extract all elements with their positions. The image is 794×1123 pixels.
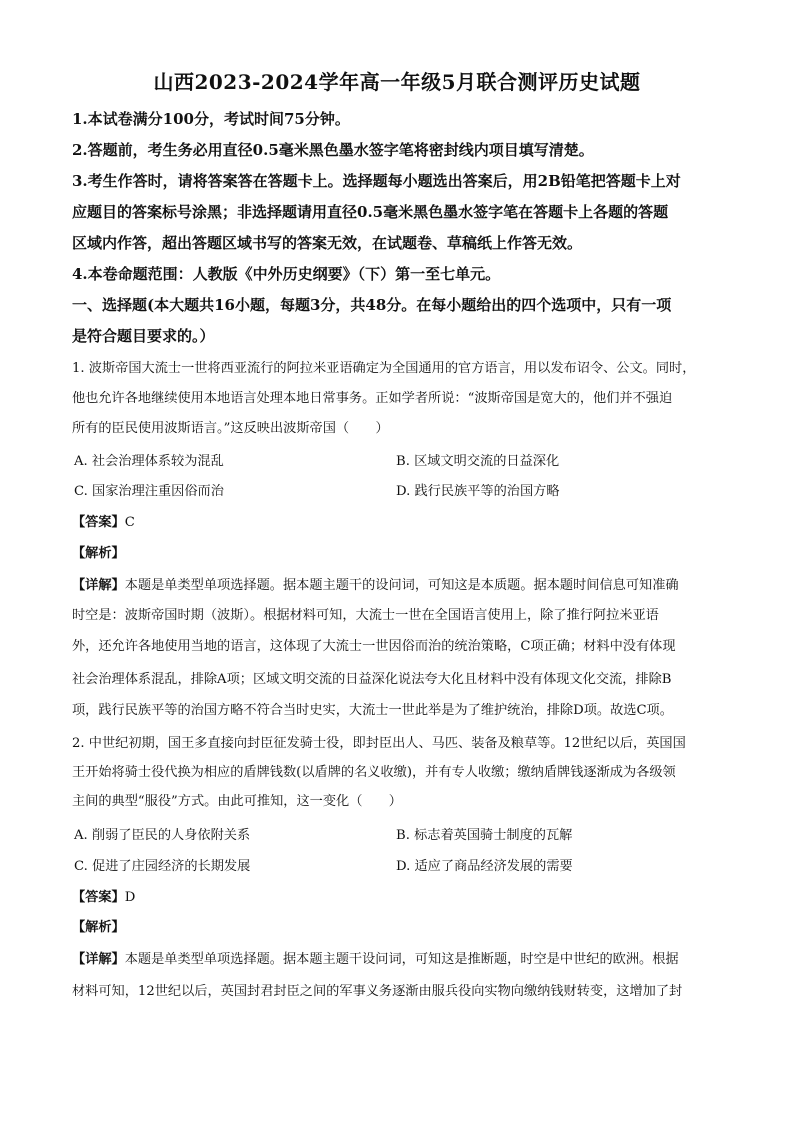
question-stem-line: 主间的典型“服役”方式。由此可推知，这一变化（ ） <box>72 794 402 809</box>
detail-text: 本题是单类型单项选择题。据本题主题干设问词，可知这是推断题，时空是中世纪的欧洲。根据 <box>124 952 679 967</box>
question-stem-line: 王开始将骑士役代换为相应的盾牌钱数(以盾牌的名义收缴)，并有专人收缴；缴纳盾牌钱逐渐成为各级领 <box>72 765 676 780</box>
detail-line: 材料可知，12世纪以后，英国封君封臣之间的军事义务逐渐由服兵役向实物向缴纳钱财转变，这增加了封 <box>72 984 683 999</box>
option-d: D. 践行民族平等的治国方略 <box>396 484 560 499</box>
answer-line <box>72 513 732 533</box>
answer-value: D <box>124 890 136 905</box>
analysis-tag: 【解析】 <box>72 920 125 935</box>
notice-line: 区域内作答，超出答题区域书写的答案无效，在试题卷、草稿纸上作答无效。 <box>72 234 583 252</box>
option-c: C. 促进了庄园经济的长期发展 <box>74 859 251 874</box>
answer-tag: 【答案】 <box>72 890 125 905</box>
option-c: C. 国家治理注重因俗而治 <box>74 484 224 499</box>
exam-title: 山西2023-2024学年高一年级5月联合测评历史试题 <box>153 70 641 94</box>
question-stem-line: 所有的臣民使用波斯语言。”这反映出波斯帝国（ ） <box>72 421 389 436</box>
detail-line: 项，践行民族平等的治国方略不符合当时史实，大流士一世此举是为了维护统治，排除D项。故选C项。 <box>72 703 673 718</box>
answer-value: C <box>124 515 135 530</box>
notice-line: 1.本试卷满分100分，考试时间75分钟。 <box>72 110 350 128</box>
notice-line: 应题目的答案标号涂黑；非选择题请用直径0.5毫米黑色墨水签字笔在答题卡上各题的答题 <box>72 203 669 221</box>
detail-line: 外，还允许各地使用当地的语言，这体现了大流士一世因俗而治的统治策略，C项正确；材料中没有体现 <box>72 639 676 654</box>
notice-line: 4.本卷命题范围：人教版《中外历史纲要》（下）第一至七单元。 <box>72 265 501 283</box>
question-stem-line: 1. 波斯帝国大流士一世将西亚流行的阿拉米亚语确定为全国通用的官方语言，用以发布诏令、公文。同时， <box>72 361 696 376</box>
option-b: B. 标志着英国骑士制度的瓦解 <box>396 828 573 843</box>
detail-text: 本题是单类型单项选择题。据本题主题干的设问词，可知这是本质题。据本题时间信息可知准确 <box>124 578 679 593</box>
notice-line: 2.答题前，考生务必用直径0.5毫米黑色墨水签字笔将密封线内项目填写清楚。 <box>72 141 594 159</box>
option-d: D. 适应了商品经济发展的需要 <box>396 859 573 874</box>
detail-line <box>72 950 732 970</box>
notice-line: 3.考生作答时，请将答案答在答题卡上。选择题每小题选出答案后，用2B铅笔把答题卡上对 <box>72 172 681 190</box>
option-a: A. 削弱了臣民的人身依附关系 <box>74 828 251 843</box>
section-heading: 是符合题目要求的。） <box>72 327 215 345</box>
answer-tag: 【答案】 <box>72 515 125 530</box>
detail-line: 时空是：波斯帝国时期（波斯）。根据材料可知，大流士一世在全国语言使用上，除了推行阿拉米亚语 <box>72 608 659 623</box>
answer-line <box>72 888 732 908</box>
option-b: B. 区域文明交流的日益深化 <box>396 454 560 469</box>
detail-line: 社会治理体系混乱，排除A项；区域文明交流的日益深化说法夸大化且材料中没有体现文化交流，排除B <box>72 672 672 687</box>
detail-tag: 【详解】 <box>72 578 125 593</box>
question-stem-line: 2. 中世纪初期，国王多直接向封臣征发骑士役，即封臣出人、马匹、装备及粮草等。12世纪以后，英国国 <box>72 736 686 751</box>
analysis-tag: 【解析】 <box>72 546 125 561</box>
detail-tag: 【详解】 <box>72 952 125 967</box>
option-a: A. 社会治理体系较为混乱 <box>74 454 224 469</box>
section-heading: 一、选择题(本大题共16小题，每题3分，共48分。在每小题给出的四个选项中，只有一项 <box>72 296 672 314</box>
detail-line <box>72 576 732 596</box>
question-stem-line: 他也允许各地继续使用本地语言处理本地日常事务。正如学者所说：“波斯帝国是宽大的，他们并不强迫 <box>72 391 673 406</box>
